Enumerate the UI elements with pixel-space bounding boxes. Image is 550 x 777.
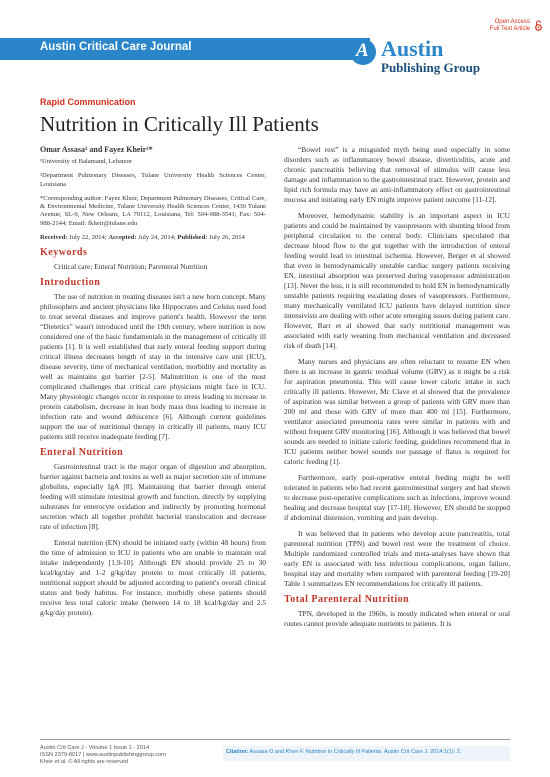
page-header xyxy=(0,0,550,78)
article-type: Rapid Communication xyxy=(40,97,136,107)
footer-issn: ISSN 2379-8017 | www.austinpublishinggroup.com xyxy=(40,752,166,758)
keywords-heading: Keywords xyxy=(40,247,88,259)
footer-info xyxy=(40,745,166,766)
pancreatitis-paragraph: It was believed that in patients who develop acute pancreatitis, total parenteral nutrition (TPN) and bowel rest were the treatment of choice. Multiple randomized controlled trials and meta-analyses have shown that early EN is associated with less infectious complications, organ failure, hospital stay and mortality when compared with parenteral feeding [19-20] Table 1 summarizes EN recommendations for critically ill patients. xyxy=(284,529,510,588)
affiliation-1: ¹University of Balamand, Lebanon xyxy=(40,158,132,165)
affiliation-2: ²Department Pulmonary Diseases, Tulane University Health Sciences Center, Louisiana xyxy=(40,172,266,188)
journal-bar xyxy=(0,38,370,60)
post-operative-paragraph: Furthermore, early post-operative enteral feeding might be well tolerated in patients who had recent gastrointestinal surgery and had shown to decrease post-operative complications such as infections, improve wound healing and decrease hospital stay [17-18]. However, EN should be stopped if abdominal distension, vomiting and pain develop. xyxy=(284,473,510,522)
article-dates: Received: July 22, 2014; Accepted: July 24, 2014; Published: July 26, 2014 xyxy=(40,234,245,242)
bowel-rest-paragraph: “Bowel rest” is a misguided myth being used especially in some disorders such as inflammatory bowel disease, diverticulitis, acute and chronic pancreatitis believing that removal of stimulus will cause less damage and inflammation to the gastrointestinal tract. However, protein and lipid rich formula may have an anti-inflammatory effect on gastrointestinal mucosa and initiating early EN might improve patient outcome [11-12]. xyxy=(284,145,510,204)
gastric-residual-paragraph: Many nurses and physicians are often reluctant to resume EN when there is an increase in gastric residual volume (GRV) as it might be a risk for aspiration pneumonia. This will cause lower caloric intake in such critically ill patients. However, Mc Clave et al showed that the prevalence of aspiration was similar between a group of patients with GRV more than 200 ml and those with GRV of more than 400 ml [15]. Furthermore, ventilator associated pneumonia rates were similar in patients with and without frequent GRV monitoring [16]. Although it was believed that bowel sounds are needed to initiate caloric feeding, guidelines recommend that in ICU patients neither bowel sounds nor passage of flatus is required for caloric feeding [1]. xyxy=(284,357,510,466)
page-footer xyxy=(40,739,510,765)
logo-mark-icon: A xyxy=(350,39,376,65)
full-text-article-text: Full Text Article xyxy=(489,26,530,32)
author-list: Omar Assasa¹ and Fayez Kheir²* xyxy=(40,145,153,154)
enteral-paragraph-2: Enteral nutrition (EN) should be initiated early (within 48 hours) from the time of admission to ICU in patients who are unable to maintain oral intake independently [1,9-10]. Although EN should provide 25 to 30 kcal/kg/day and 1-2 g/kg/day protein to most critically ill patients, nutritional support should be adjusted according to patient's overall clinical status and body habitus. For instance, morbidly obese patients should receive less total caloric intake (between 14 to 18 kcal/kg/day and 2.5 g/kg/day protein). xyxy=(40,538,266,618)
enteral-paragraph-1: Gastrointestinal tract is the major organ of digestion and absorption, barrier against bacteria and toxins as well as major secretion site of immune globulins, especially IgA [8]. Maintaining that barrier through enteral feeding will stimulate intestinal growth and function, directly by supplying substrates for enterocyte oxidation and indirectly by promoting hormonal secretion which all together prohibit bacterial translocation and decrease rate of infection [8]. xyxy=(40,462,266,532)
corresponding-author: *Corresponding author: Fayez Kheir, Department Pulmonary Diseases, Critical Care, & Environmental Medicine, Tulane University Health Sciences Center, 1430 Tulane Avenue, SL-9, New Orleans, LA 70112, Louisiana, Tel: 504-988-3541; Fax: 504-988-2144; Email: fkheir@tulane.edu xyxy=(40,194,266,227)
article-title: Nutrition in Critically Ill Patients xyxy=(40,112,319,136)
citation-box xyxy=(223,746,510,761)
tpn-paragraph: TPN, developed in the 1960s, is mostly indicated when enteral or oral routes cannot provide adequate nutrients to patients. It is xyxy=(284,609,510,628)
open-access-text: Open Access xyxy=(494,19,530,25)
citation-label: Citation: xyxy=(226,749,249,755)
right-column xyxy=(284,145,510,635)
introduction-heading: Introduction xyxy=(40,277,101,289)
enteral-nutrition-heading: Enteral Nutrition xyxy=(40,447,124,459)
open-access-label xyxy=(490,19,530,33)
journal-name: Austin Critical Care Journal xyxy=(40,41,192,53)
footer-copyright: Kheir et al. © All rights are reserved xyxy=(40,759,129,765)
logo-subtitle: Publishing Group xyxy=(381,60,481,75)
footer-volume: Austin Crit Care J - Volume 1 Issue 1 - 2014 xyxy=(40,745,150,751)
open-access-lock-icon xyxy=(535,20,542,31)
left-column xyxy=(40,145,266,624)
citation-text: Assasa O and Kheir F. Nutrition in Critically Ill Patients. Austin Crit Care J. 2014;1(1): 2. xyxy=(249,749,462,755)
publisher-logo xyxy=(350,36,530,76)
tpn-heading: Total Parenteral Nutrition xyxy=(284,594,410,605)
logo-name: Austin xyxy=(381,36,444,61)
keywords-text: Critical care; Enteral Nutrition; Parenteral Nutrition xyxy=(54,262,208,272)
introduction-paragraph: The use of nutrition in treating diseases isn't a new born concept. Many philosophers and ancient physicians like Hippocrates and Celsius used food to treat several diseases and improve patient's health. However the term “Dietetics” wasn't introduced until the 19th century, where nutrition is now considered one of the basic fundamentals in the management of critically ill patients [1]. It is well established that early enteral feeding support during critical illness decreases length of stay in the intensive care unit (ICU), disease severity, time of mechanical ventilation, morbidity and mortality as well as maintains gut barrier [2-5]. Malnutrition is one of the most complicated challenges that critical care physicians might face in ICU. Many physiologic changes occur in response to stress leading to increase in protein catabolism, decrease in lean body mass thus leading to increase in infection rate and wound dehiscence [6]. Although current guidelines support the use of nutritional therapy in critically ill patients, many ICU patients still receive inadequate feeding [7]. xyxy=(40,292,266,442)
hemodynamic-paragraph: Moreover, hemodynamic stability is an important aspect in ICU patients and could be maintained by vasopressors with shunting blood from peripheral circulation to the central body. Clinicians speculated that decrease blood flow to the gut together with the introduction of enteral feeding would lead to intestinal ischemia. However, Berger et al showed that even in hemodynamically unstable cardiac surgery patients receiving EN, intestinal absorption was preserved during vasopressor administration [13]. Never the less, it is still recommended to hold EN in hemodynamically unstable patients requiring escalating doses of vasopressors. Furthermore, many mechanically ventilated ICU patients have delayed nutrition since intensivists are dealing with other acute emerging issues during patient care. However, Barr et al showed that early nutritional management was associated with early weaning from mechanical ventilation and decreased risk of death [14]. xyxy=(284,211,510,350)
